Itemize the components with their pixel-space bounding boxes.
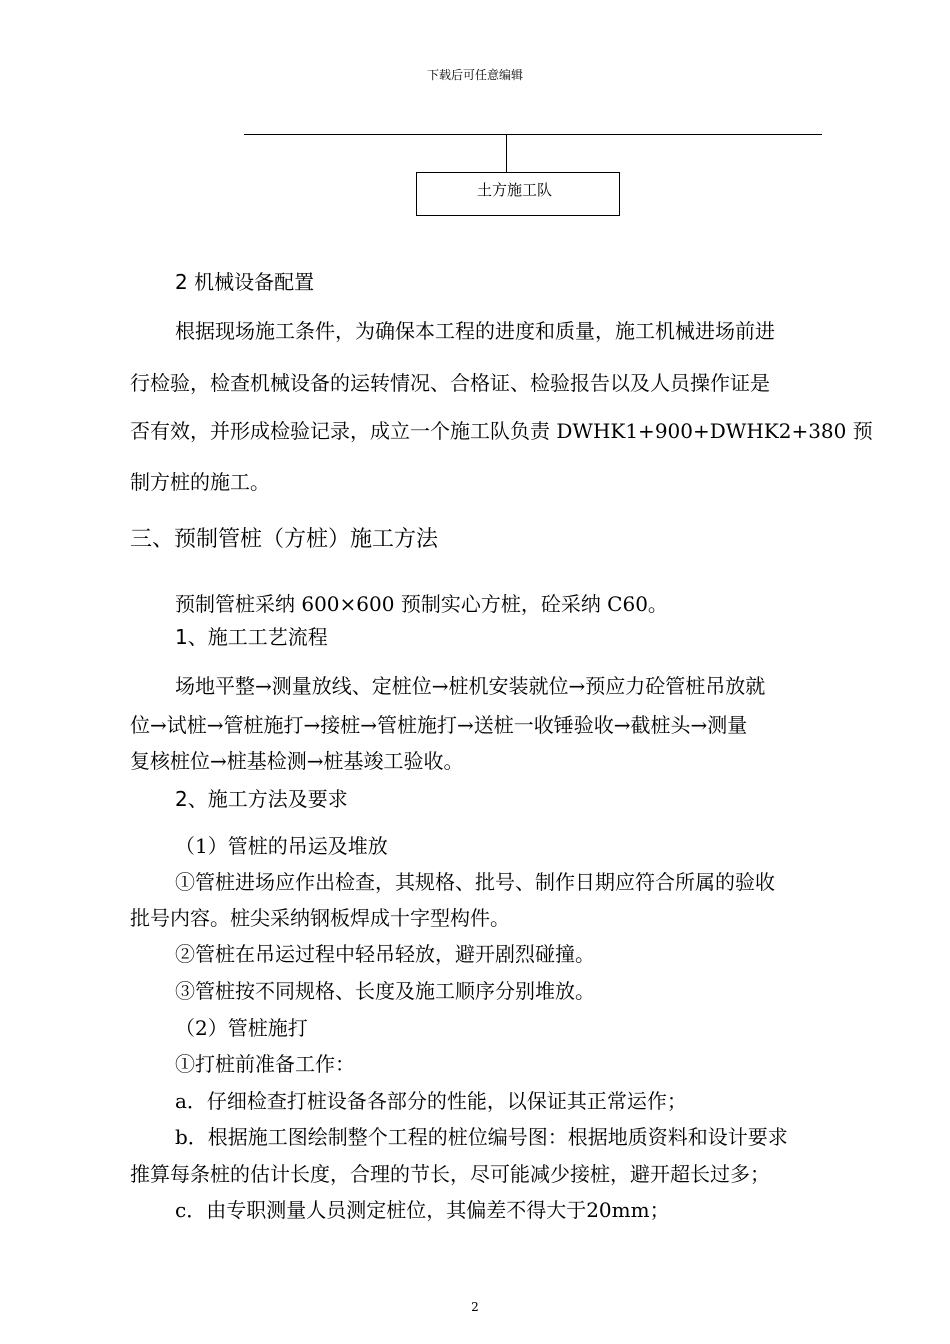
section-heading-machinery: 2 机械设备配置 xyxy=(175,270,315,294)
page-number: 2 xyxy=(471,1300,479,1314)
paragraph-line: 否有效，并形成检验记录，成立一个施工队负责 DWHK1+900+DWHK2+380 预 xyxy=(130,419,873,443)
body-line: a．仔细检查打桩设备各部分的性能，以保证其正常运作； xyxy=(175,1089,687,1113)
org-chart-box xyxy=(416,172,620,216)
paragraph-line: 根据现场施工条件，为确保本工程的进度和质量，施工机械进场前进 xyxy=(175,319,775,343)
body-line: （1）管桩的吊运及堆放 xyxy=(175,834,388,858)
body-line: 推算每条桩的估计长度，合理的节长，尽可能减少接桩，避开超长过多； xyxy=(130,1162,770,1186)
body-line: ①打桩前准备工作： xyxy=(175,1052,355,1076)
body-line: b．根据施工图绘制整个工程的桩位编号图：根据地质资料和设计要求 xyxy=(175,1125,788,1149)
subsection-heading-process: 1、施工工艺流程 xyxy=(175,625,328,649)
process-line: 位→试桩→管桩施打→接桩→管桩施打→送桩一收锤验收→截桩头→测量 xyxy=(130,713,748,737)
body-line: 批号内容。桩尖采纳钢板焊成十字型构件。 xyxy=(130,906,510,930)
intro-line: 预制管桩采纳 600×600 预制实心方桩，砼采纳 C60。 xyxy=(175,592,668,616)
page-header: 下载后可任意编辑 xyxy=(426,68,523,82)
body-line: c．由专职测量人员测定桩位，其偏差不得大于20mm； xyxy=(175,1198,670,1222)
org-chart-connector xyxy=(506,135,507,172)
body-line: ②管桩在吊运过程中轻吊轻放，避开剧烈碰撞。 xyxy=(175,942,595,966)
subsection-heading-methods: 2、施工方法及要求 xyxy=(175,787,348,811)
body-line: ③管桩按不同规格、长度及施工顺序分别堆放。 xyxy=(175,979,595,1003)
chapter-heading: 三、预制管桩（方桩）施工方法 xyxy=(130,527,439,552)
body-line: ①管桩进场应作出检查，其规格、批号、制作日期应符合所属的验收 xyxy=(175,870,775,894)
body-line: （2）管桩施打 xyxy=(175,1016,308,1040)
process-line: 复核桩位→桩基检测→桩基竣工验收。 xyxy=(130,749,464,773)
org-chart-box-label: 土方施工队 xyxy=(477,181,553,199)
process-line: 场地平整→测量放线、定桩位→桩机安装就位→预应力砼管桩吊放就 xyxy=(175,674,766,698)
paragraph-line: 行检验，检查机械设备的运转情况、合格证、检验报告以及人员操作证是 xyxy=(130,371,770,395)
org-chart-top-line xyxy=(244,134,822,135)
paragraph-line: 制方桩的施工。 xyxy=(130,470,270,494)
